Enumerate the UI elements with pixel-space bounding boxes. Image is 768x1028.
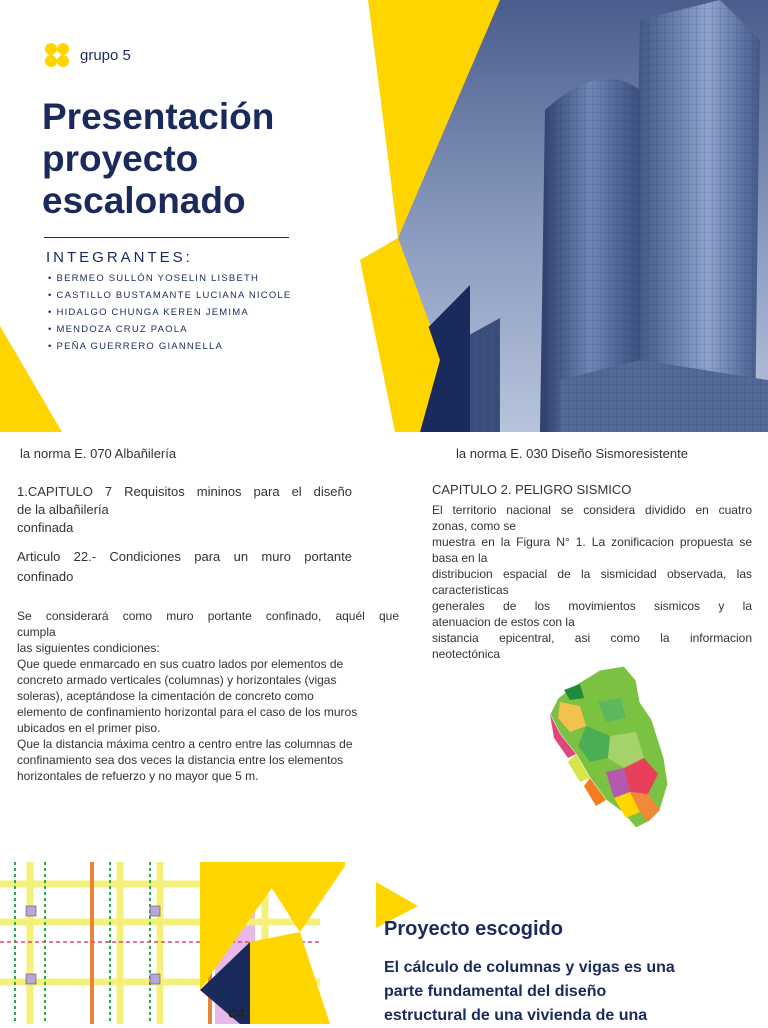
text-line: confinada [17, 520, 74, 535]
text-line: confinamiento sea dos veces la distancia entre los elementos [17, 753, 344, 767]
bullet: • [48, 341, 53, 352]
project-body [384, 956, 714, 1028]
chapter-7-heading [17, 483, 352, 537]
plan-label: C4 [228, 1006, 245, 1021]
title-line: escalonado [42, 180, 246, 221]
text-line: generales de los movimientos sismicos y la [432, 599, 752, 613]
text-line: horizontales de refuerzo y no mayor que 5 m. [17, 769, 259, 783]
text-line: 1.CAPITULO 7 Requisitos mininos para el diseño [17, 484, 352, 499]
member-item: • PEÑA GUERRERO GIANNELLA [48, 341, 223, 352]
text-line: atenuacion de estos con la [432, 615, 575, 629]
text-line: confinado [17, 569, 74, 584]
text-line: cumpla [17, 625, 56, 639]
members-list [48, 270, 291, 355]
member-item: • MENDOZA CRUZ PAOLA [48, 324, 188, 335]
page-title [42, 96, 362, 222]
member-item: • HIDALGO CHUNGA KEREN JEMIMA [48, 307, 249, 318]
text-line: sistancia epicentral, asi como la informacion [432, 631, 752, 645]
article-22-heading [17, 547, 352, 587]
text-line: Se considerará como muro portante confinado, aquél que [17, 609, 399, 623]
bullet: • [48, 273, 53, 284]
peru-seismic-map [540, 662, 680, 837]
title-line: proyecto [42, 138, 199, 179]
project-title: Proyecto escogido [384, 918, 563, 940]
members-heading: INTEGRANTES: [46, 249, 193, 266]
text-line: muestra en la Figura N° 1. La zonificacion propuesta se [432, 535, 752, 549]
chapter-2-heading: CAPITULO 2. PELIGRO SISMICO [432, 482, 632, 497]
text-line: estructural de una vivienda de una [384, 1007, 648, 1024]
cover-slide [0, 0, 768, 432]
member-item: • CASTILLO BUSTAMANTE LUCIANA NICOLE [48, 290, 292, 301]
norm-e070-header: la norma E. 070 Albañilería [20, 446, 177, 461]
text-line: neotectónica [432, 647, 501, 661]
text-line: distribucion espacial de la sismicidad observada, las [432, 567, 752, 581]
group-label: grupo 5 [80, 47, 131, 64]
text-line: elemento de confinamiento horizontal para el caso de los muros [17, 705, 358, 719]
title-line: Presentación [42, 96, 275, 137]
flower-logo-icon [44, 42, 70, 68]
text-line: concreto armado verticales (columnas) y horizontales (vigas [17, 673, 337, 687]
member-item: • BERMEO SULLÓN YOSELIN LISBETH [48, 273, 260, 284]
text-line: El territorio nacional se considera dividido en cuatro [432, 503, 752, 517]
norm-e030-header: la norma E. 030 Diseño Sismoresistente [456, 446, 688, 461]
bullet: • [48, 290, 53, 301]
text-line: soleras), aceptándose la cimentación de concreto como [17, 689, 314, 703]
text-line: basa en la [432, 551, 488, 565]
text-line: de la albañilería [17, 502, 109, 517]
text-line: El cálculo de columnas y vigas es una [384, 959, 675, 976]
text-line: zonas, como se [432, 519, 517, 533]
bullet: • [48, 307, 53, 318]
text-line: ubicados en el primer piso. [17, 721, 161, 735]
chapter-2-body [432, 502, 752, 662]
bullet: • [48, 324, 53, 335]
text-line: Que quede enmarcado en sus cuatro lados por elementos de [17, 657, 344, 671]
text-line: Articulo 22.- Condiciones para un muro portante [17, 549, 352, 564]
text-line: Que la distancia máxima centro a centro entre las columnas de [17, 737, 353, 751]
text-line: las siguientes condiciones: [17, 641, 160, 655]
title-divider [44, 237, 289, 238]
article-22-body [17, 608, 399, 784]
text-line: parte fundamental del diseño [384, 983, 607, 1000]
text-line: caracteristicas [432, 583, 509, 597]
